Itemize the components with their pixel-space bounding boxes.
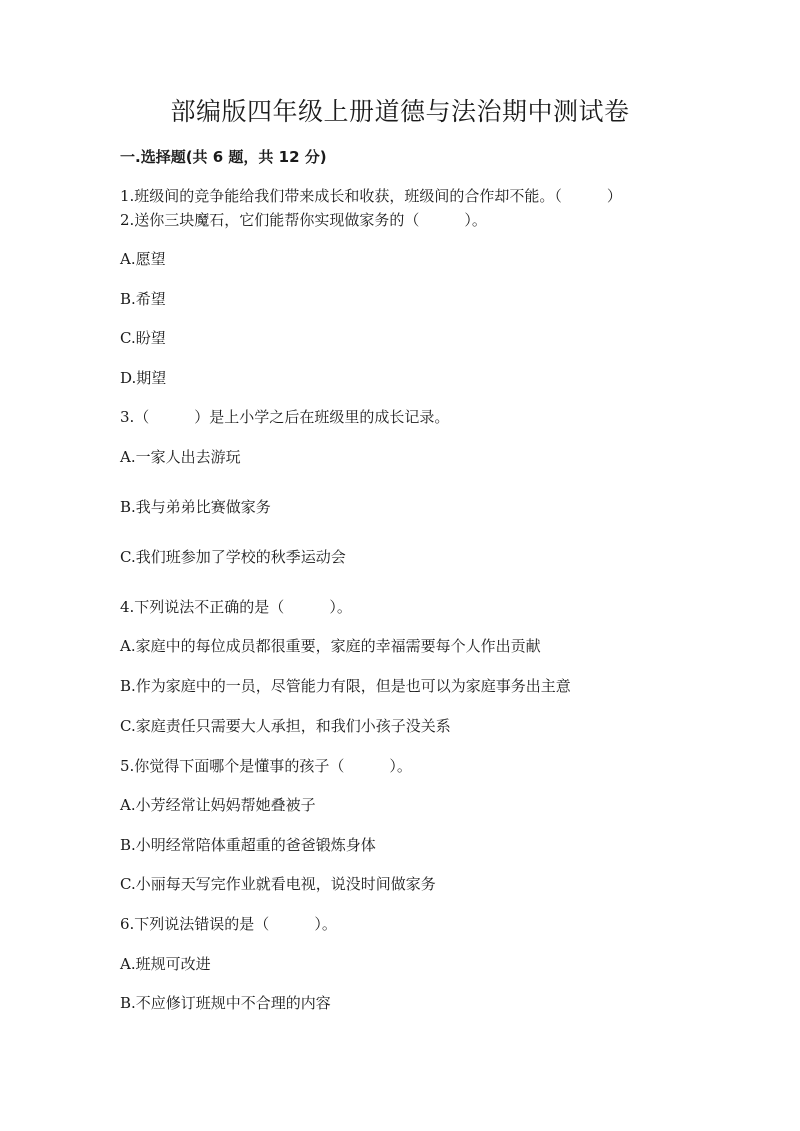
question-3-stem: 3.（ ）是上小学之后在班级里的成长记录。 xyxy=(120,408,450,426)
question-1-stem: 1.班级间的竞争能给我们带来成长和收获，班级间的合作却不能。（ ） xyxy=(120,187,622,205)
question-2-stem: 2.送你三块魔石，它们能帮你实现做家务的（ ）。 xyxy=(120,211,487,229)
question-4-option-a: A.家庭中的每位成员都很重要，家庭的幸福需要每个人作出贡献 xyxy=(120,637,541,655)
question-6-option-b: B.不应修订班规中不合理的内容 xyxy=(120,994,331,1012)
question-5-option-a: A.小芳经常让妈妈帮她叠被子 xyxy=(120,796,316,814)
question-2-option-d: D.期望 xyxy=(120,369,167,387)
question-2-option-c: C.盼望 xyxy=(120,329,166,347)
section-heading: 一.选择题(共 6 题，共 12 分) xyxy=(120,148,327,166)
question-4-option-c: C.家庭责任只需要大人承担，和我们小孩子没关系 xyxy=(120,717,451,735)
question-3-option-b: B.我与弟弟比赛做家务 xyxy=(120,498,271,516)
question-4-option-b: B.作为家庭中的一员，尽管能力有限，但是也可以为家庭事务出主意 xyxy=(120,677,571,695)
question-5-option-b: B.小明经常陪体重超重的爸爸锻炼身体 xyxy=(120,836,376,854)
question-5-stem: 5.你觉得下面哪个是懂事的孩子（ ）。 xyxy=(120,757,412,775)
question-2-option-a: A.愿望 xyxy=(120,250,166,268)
page-title: 部编版四年级上册道德与法治期中测试卷 xyxy=(170,97,630,126)
question-3-option-c: C.我们班参加了学校的秋季运动会 xyxy=(120,548,346,566)
question-5-option-c: C.小丽每天写完作业就看电视，说没时间做家务 xyxy=(120,875,436,893)
question-3-option-a: A.一家人出去游玩 xyxy=(120,448,241,466)
question-2-option-b: B.希望 xyxy=(120,290,166,308)
question-6-stem: 6.下列说法错误的是（ ）。 xyxy=(120,915,337,933)
question-6-option-a: A.班规可改进 xyxy=(120,955,211,973)
question-4-stem: 4.下列说法不正确的是（ ）。 xyxy=(120,598,352,616)
